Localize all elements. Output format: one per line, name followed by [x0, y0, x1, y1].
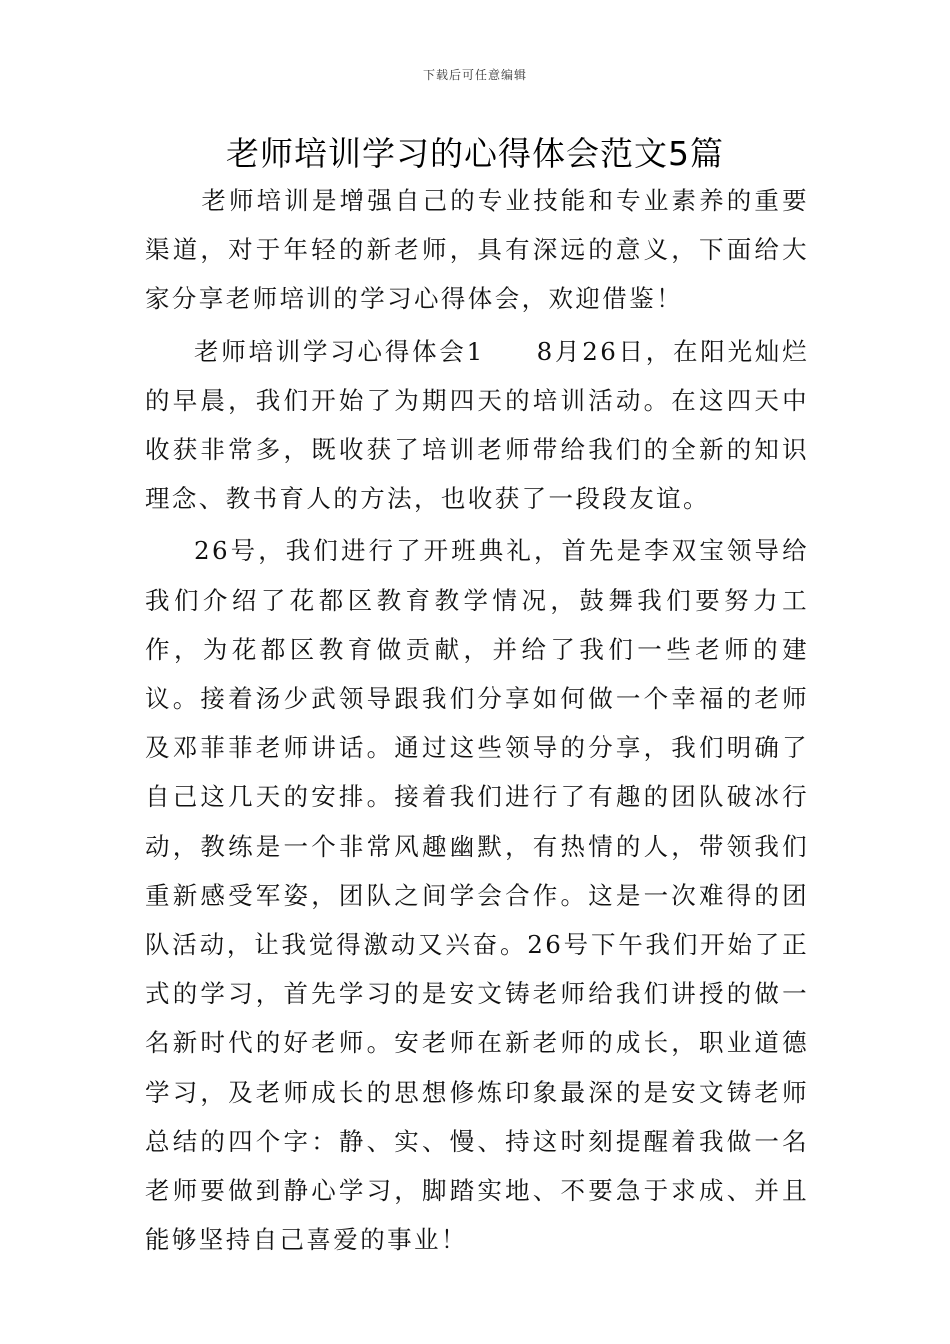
- section-1-heading: 老师培训学习心得体会1: [194, 336, 485, 366]
- section-1-paragraph: [145, 327, 809, 524]
- intro-paragraph: 老师培训是增强自己的专业技能和专业素养的重要渠道，对于年轻的新老师，具有深远的意义，下面给大家分享老师培训的学习心得体会，欢迎借鉴！: [145, 186, 809, 314]
- paragraph-2: 26号，我们进行了开班典礼，首先是李双宝领导给我们介绍了花都区教育教学情况，鼓舞我们要努力工作，为花都区教育做贡献，并给了我们一些老师的建议。接着汤少武领导跟我们分享如何做一个幸福的老师及邓菲菲老师讲话。通过这些领导的分享，我们明确了自己这几天的安排。接着我们进行了有趣的团队破冰行动，教练是一个非常风趣幽默，有热情的人，带领我们重新感受军姿，团队之间学会合作。这是一次难得的团队活动，让我觉得激动又兴奋。26号下午我们开始了正式的学习，首先学习的是安文铸老师给我们讲授的做一名新时代的好老师。安老师在新老师的成长，职业道德学习，及老师成长的思想修炼印象最深的是安文铸老师总结的四个字：静、实、慢、持这时刻提醒着我做一名老师要做到静心学习，脚踏实地、不要急于求成、并且能够坚持自己喜爱的事业！: [145, 536, 809, 1255]
- header-note: 下载后可任意编辑: [422, 68, 527, 82]
- document-title: 老师培训学习的心得体会范文5篇: [226, 134, 724, 173]
- section-1-text: 8月26日，在阳光灿烂的早晨，我们开始了为期四天的培训活动。在这四天中收获非常多，既收获了培训老师带给我们的全新的知识理念、教书育人的方法，也收获了一段段友谊。: [145, 336, 809, 514]
- document-body: [145, 176, 809, 1267]
